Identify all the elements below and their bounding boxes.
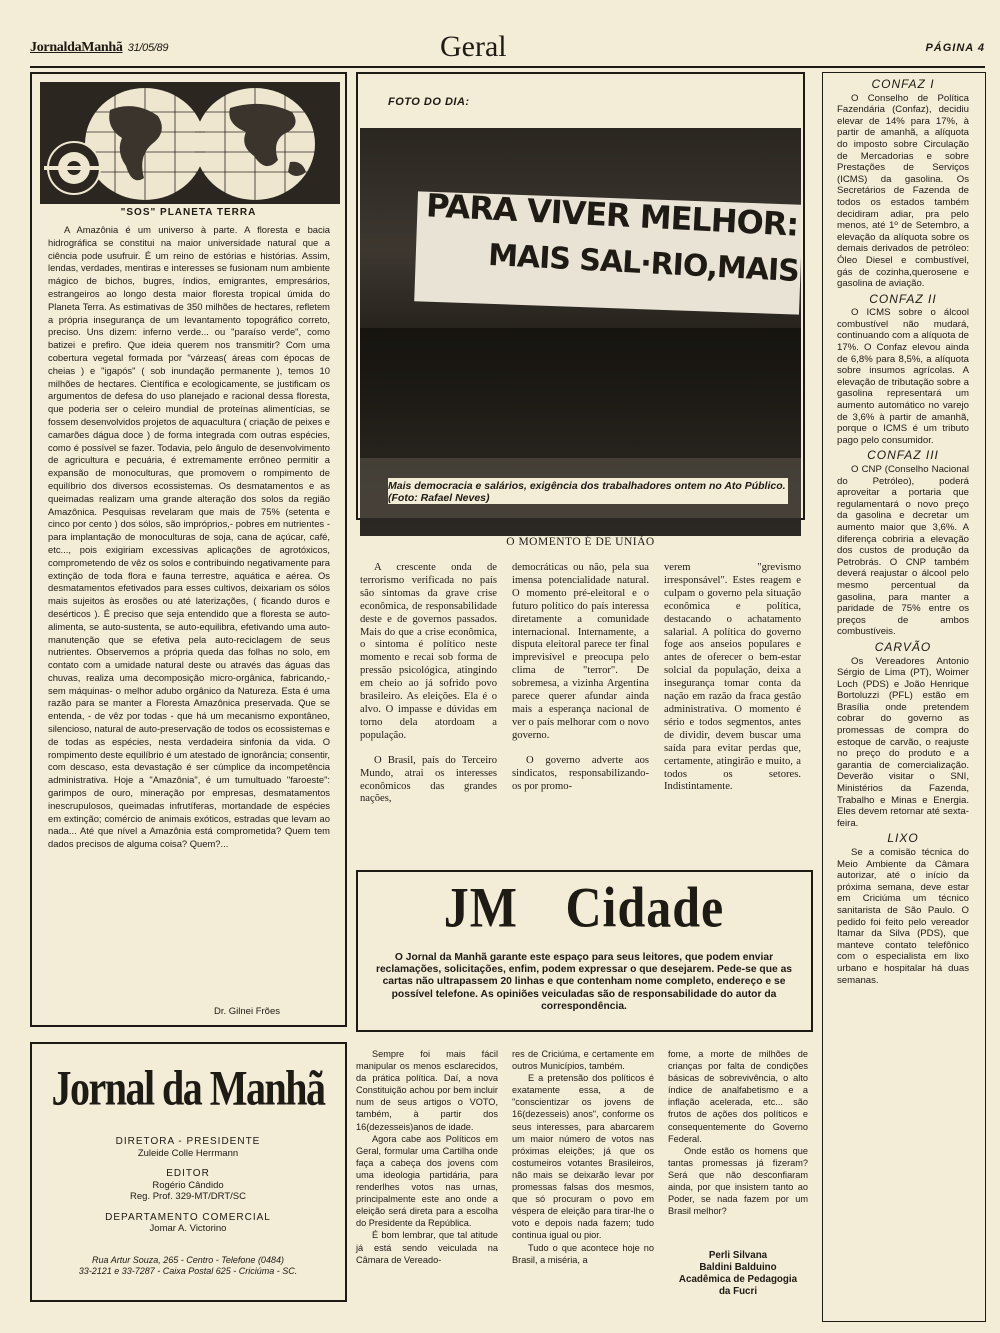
cidade-notice: O Jornal da Manhã garante este espaço para seus leitores, que podem enviar reclamações, solicitações, enfim, podem expressar o que desejarem. Pede-se que as cartas não ultrapassem 20 linhas e que contenham nome completo, endereço e se possível telefone. As opiniões veiculadas são de responsabilidade do autor da correspondência. xyxy=(375,952,793,1012)
banner-text-2: MAIS SAL·RIO,MAIS xyxy=(487,237,800,290)
crowd-shadow xyxy=(360,328,801,458)
confaz2-text: O ICMS sobre o álcool combustível não mudará, continuando com a alíquota de 17%. O Confaz elevou ainda de 6,8% para 8,5%, a alíquota sobre insumos agrícolas. A elevação de tributação sobre a gasolina representará um aumento automático no varejo de 3,6% à partir de amanhã, porque o ICMS é um tributo pago pelo consumidor. xyxy=(837,307,969,446)
address-line-1: Rua Artur Souza, 265 - Centro - Telefone (0484) xyxy=(92,1254,284,1265)
editorial-paragraph: democráticas ou não, pela sua imensa potencialidade natural. O momento pré-eleitoral e o futuro político do país interessa diretamente a comunidade internacional. Internamente, a disputa eleitoral parece ter final imprevisível e preocupa pelo clima de "terror". De sobremesa, a vizinha Argentina parece querer afundar ainda mais a esperança nacional de ver o país melhorar com o novo governo. xyxy=(512,562,649,741)
masthead-staff xyxy=(32,1136,344,1278)
header-masthead-text: JornaldaManhã xyxy=(30,40,123,55)
photo-label: FOTO DO DIA: xyxy=(388,96,470,108)
jm-title: JM xyxy=(443,874,518,940)
commercial-name: Jomar A. Victorino xyxy=(149,1223,227,1234)
letter-col-3 xyxy=(668,1048,808,1217)
page-header xyxy=(30,30,985,68)
confaz3-text: O CNP (Conselho Nacional do Petróleo), poderá aproveitar a portaria que regulamentará o novo preço da gasolina e decretar um aumento maior que 3,6%. A diferença cobriria a elevação dos custos de produção da Petrobrás. O CNP também deverá reajustar o álcool pelo mesmo percentual da gasolina, para manter a paridade de 75% entre os preços de ambos combustíveis. xyxy=(837,464,969,638)
editorial-paragraph: A crescente onda de terrorismo verificada no país são sintomas da grave crise econômica, de responsabilidade deste e de governos passados. Mais do que a crise econômica, o sintoma é político neste momento e recai sob forma de pressão psicológica, atingindo em cheio ao já sofrido povo brasileiro. As eleições. Ela é o alvo. O impasse e dúvidas em torno dela atordoam a população. xyxy=(360,562,497,741)
signature-line-3: Acadêmica de Pedagogia xyxy=(678,1274,798,1285)
letter-signature xyxy=(668,1250,808,1298)
jm-cidade-title xyxy=(358,874,810,941)
confaz2-title: CONFAZ II xyxy=(869,291,937,306)
director-name: Zuleide Colle Herrmann xyxy=(137,1147,239,1159)
header-date: 31/05/89 xyxy=(127,42,169,54)
sos-article-body xyxy=(48,224,330,851)
letter-paragraph: É bom lembrar, que tal atitude já está sendo veiculada na Câmara de Vereado- xyxy=(356,1230,498,1265)
sos-author: Dr. Gilnei Frões xyxy=(214,1006,280,1017)
confaz1-title: CONFAZ I xyxy=(871,77,935,91)
editorial-paragraph: O Brasil, país do Terceiro Mundo, atrai os interesses econômicos das grandes nações, xyxy=(360,754,497,805)
photo-caption: Mais democracia e salários, exigência dos trabalhadores ontem no Ato Público. (Foto: Rafael Neves) xyxy=(388,478,788,504)
sos-caption: "SOS" PLANETA TERRA xyxy=(120,207,257,218)
editorial-paragraph: verem "grevismo irresponsável". Estes reagem e culpam o governo pela situação econômica e política, destacando o achatamento salarial. A política do governo foge aos anseios populares e antes de oferecer o bem-estar solcial da população, deixa a insegurança tomar conta da nação em razão da fraca gestão administrativa. O momento é sério e todos segmentos, antes de dividir, devem buscar uma saída para evitar perdas que, certamente, atingirão e muito, a todos os setores. Indistintamente. xyxy=(664,562,801,793)
sidebar-content xyxy=(837,75,969,986)
confaz1-text: O Conselho de Política Fazendária (Confaz), decidiu elevar de 14% para 17%, à partir de amanhã, a alíquota do imposto sobre Circulação de Mercadorias e sobre Prestações de Serviços (ICMS) da gasolina. Os Secretários de Fazenda de todos os estados também decidiram adiar, pra pelo menos, até 1º de Setembro, a elevação da alíquota sobre os demais derivados de petróleo: Óleo Diesel e combustível, gás de cozinha,querosene e gasolina de aviação. xyxy=(837,92,969,290)
editor-reg: Reg. Prof. 329-MT/DRT/SC xyxy=(130,1191,246,1202)
letter-paragraph: fome, a morte de milhões de crianças por falta de condições básicas de sobrevivência, o alto índice de analfabetismo e a inflação acelerada, etc... são frutos de ações dos políticos e consequentemente do Governo Federal. xyxy=(668,1049,808,1144)
world-map-logo-icon xyxy=(40,82,340,204)
commercial-title: DEPARTAMENTO COMERCIAL xyxy=(105,1211,271,1223)
photo-of-the-day xyxy=(360,128,801,536)
letter-paragraph: Tudo o que acontece hoje no Brasil, a miséria, a xyxy=(512,1242,654,1265)
signature-line-2: Baldini Balduino xyxy=(699,1262,777,1273)
carvao-title: CARVÃO xyxy=(874,639,932,654)
signature-line-1: Perli Silvana xyxy=(708,1250,768,1261)
address-line-2: 33-2121 e 33-7287 - Caixa Postal 625 - Criciúma - SC. xyxy=(78,1266,298,1276)
sos-article-box xyxy=(30,72,347,1027)
editor-title: EDITOR xyxy=(166,1168,210,1179)
letter-paragraph: E a pretensão dos políticos é exatamente essa, a de "conscientizar os jovens de 16(dezesseis) anos", conforme os seus interesses, para abarcarem um maior número de votos nas próximas eleições; já que os costumeiros votantes Brasileiros, não mais se deixarão levar por promessas falsas dos mesmos, que só procuram o povo em véspera de eleição para tirar-lhe o voto e depois nada fazem; tudo continua igual ou pior. xyxy=(512,1073,654,1241)
editorial-title: O MOMENTO É DE UNIÃO xyxy=(506,536,655,548)
confaz3-title: CONFAZ III xyxy=(867,448,939,463)
sos-paragraph: A Amazônia é um universo à parte. A floresta e bacia hidrográfica se constitui na maior universidade natural que a ciência pode usufruir. É um reino de estórias e histórias. Assim, lendas, verdades, mentiras e interesses se fusionam num ambiente mágico de bichos, bugres, índios, emigrantes, empresários, estrangeiros ao longo desta maior floresta tropical úmida do Planeta Terra. As estimativas de 350 milhões de hectares, refletem a própria insegurança de um levantamento topográfico correto, preciso. Uns dizem: inferno verde... ou "paraíso verde", como batizei e prefiro. Que ideia querem nos transmitir? Com uma cobertura vegetal formada por "várzeas( áreas com épocas de cheias ) e "igapós" ( sob inundação permanente ), temos 10 milhões de hectares. Científica e ecologicamente, se justificam os argumentos de defesa do uso planejado e racional dessa floresta, que poderia ser o celeiro mundial de proteínas alimentícias, se fossem desenvolvidos projetos de aquacultura ( criação de peixes e camarões dágua doce ) de forma integrada com outras espécies, como é possível se fazer. Todavia, pelo ângulo de desenvolvimento de agricultura e pecuária, é extremamente errôneo permitir a expansão de monoculturas, que promovem o rompimento de equilíbrio dos diversos ecossistemas. Os desmatamentos e as queimadas realizam uma grande alteração dos solos da região Amazônica. Pesquisas revelaram que mais de 75% (setenta e cinco por cento ) dos sólos, são impróprios,- pobres em nutrientes - para implantação de monoculturas de soja, cana de açúcar, café, etc..., pois exigiriam excessivas aplicações de agrotóxicos, comprometendo de vêz os solos e contribuindo negativamente para extinção de toda flora e fauna terrestre, aquática e aérea. Os desmatamentos efetivados para esses cultivos, deixariam os sólos mais sujeitos às erosões ou até laterizações, ( ficando duros e desérticos ). É preciso que seja entendido que a floresta se auto-alimenta, se auto-sustenta, se auto-equilibra, efetivando uma auto-manutenção que se efetiva pela auto-reciclagem de seus nutrientes. Observemos a própria queda das folhas no solo, em contato com a umidade natural deste ou através das águas das chuvas, realiza uma decomposição micro-orgânica, fabricando,- sem máquinas- o melhor adubo orgânico da Natureza. Esta é uma razão para se manter a Floresta Amazônica preservada. Que se entenda, - de vêz por todas - que há um mecanismo expontâneo, silencioso, natural de auto-preservação de todos os ecossistemas e de todas as espécies, nesta verdadeira sinfonia da vida. O rompimento deste equilíbrio é um atestado de ignorância; consentir, com descaso, esta devastação é ser cúmplice da incompetência administrativa. Hoje a "Amazônia", é um tumultuado "faroeste": garimpos de ouro, mineração por empresas, desmatamentos inescrupulosos, queimadas infrutíferas, mortandade de espécies em extinção; comércio de animais exóticos, estradas que levam ao nada... Até que nível a Amazônia está comprometida? Quem tem dados precisos de alguma coisa? Quem?... xyxy=(48,224,330,850)
letter-paragraph: Onde estão os homens que tantas promessas já fizeram? Será que não desconfiaram ainda, por que insistem tanto ao Poder, se nada fazem por um Brasil melhor? xyxy=(668,1145,808,1217)
banner-text-1: PARA VIVER MELHOR: xyxy=(425,186,800,244)
director-title: DIRETORA - PRESIDENTE xyxy=(115,1136,261,1147)
editor-name: Rogério Cândido xyxy=(152,1179,224,1191)
editorial-col-3 xyxy=(664,562,801,794)
photo-box xyxy=(356,72,805,520)
jm-cidade-box xyxy=(356,870,813,1032)
editorial-paragraph: O governo adverte aos sindicatos, responsabilizando-os por promo- xyxy=(512,754,649,792)
masthead-logo: Jornal da Manhã xyxy=(51,1059,325,1116)
cidade-title: Cidade xyxy=(565,874,725,940)
lixo-text: Se a comisão técnica do Meio Ambiente da Câmara autorizar, até o início da próxima semana, deve estar em Criciúma um técnico sanitarista de São Paulo. O pedido foi feito pelo vereador Itamar da Silva (PDS), que manteve contato telefônico com o especialista em lixo urbano e hospitalar há duas semanas. xyxy=(837,847,969,986)
masthead-box xyxy=(30,1042,347,1302)
lixo-title: LIXO xyxy=(887,831,919,846)
letter-col-2 xyxy=(512,1048,654,1266)
letter-col-1 xyxy=(356,1048,498,1266)
page-number: PÁGINA 4 xyxy=(925,42,985,54)
letter-paragraph: Sempre foi mais fácil manipular os menos esclarecidos, da prática política. Daí, a nova Constituição achou por bem incluir num de seus artigos o VOTO, também, à partir dos 16(dezesseis)anos de idade. xyxy=(356,1049,498,1132)
section-title: Geral xyxy=(440,30,507,63)
letter-paragraph: Agora cabe aos Políticos em Geral, formular uma Cartilha onde faça a cabeça dos jovens com uma ideologia partidária, para renderlhes votos nas urnas, principalmente este ano onde a eleição será direta para a escolha do Presidente da República. xyxy=(356,1133,498,1229)
header-masthead xyxy=(30,40,168,56)
editorial-col-1 xyxy=(360,562,497,806)
letter-paragraph: res de Criciúma, e certamente em outros Municípios, também. xyxy=(512,1049,654,1072)
sidebar-box xyxy=(822,72,986,1322)
editorial-col-2 xyxy=(512,562,649,793)
carvao-text: Os Vereadores Antonio Sérgio de Lima (PT), Woimer Loch (PDS) e João Henrique Bortoluzzi (PFL) estão em Brasília onde pretendem cobrar do governo as promessas de compra do estoque de carvão, o reajuste no preço do produto e a garantia de comercialização. Deverão visitar o SNI, Ministérios da Fazenda, Trabalho e Minas e Energia. Eles devem retornar até sexta-feira. xyxy=(837,655,969,829)
sos-logo xyxy=(40,82,340,204)
signature-line-4: da Fucri xyxy=(718,1286,758,1297)
